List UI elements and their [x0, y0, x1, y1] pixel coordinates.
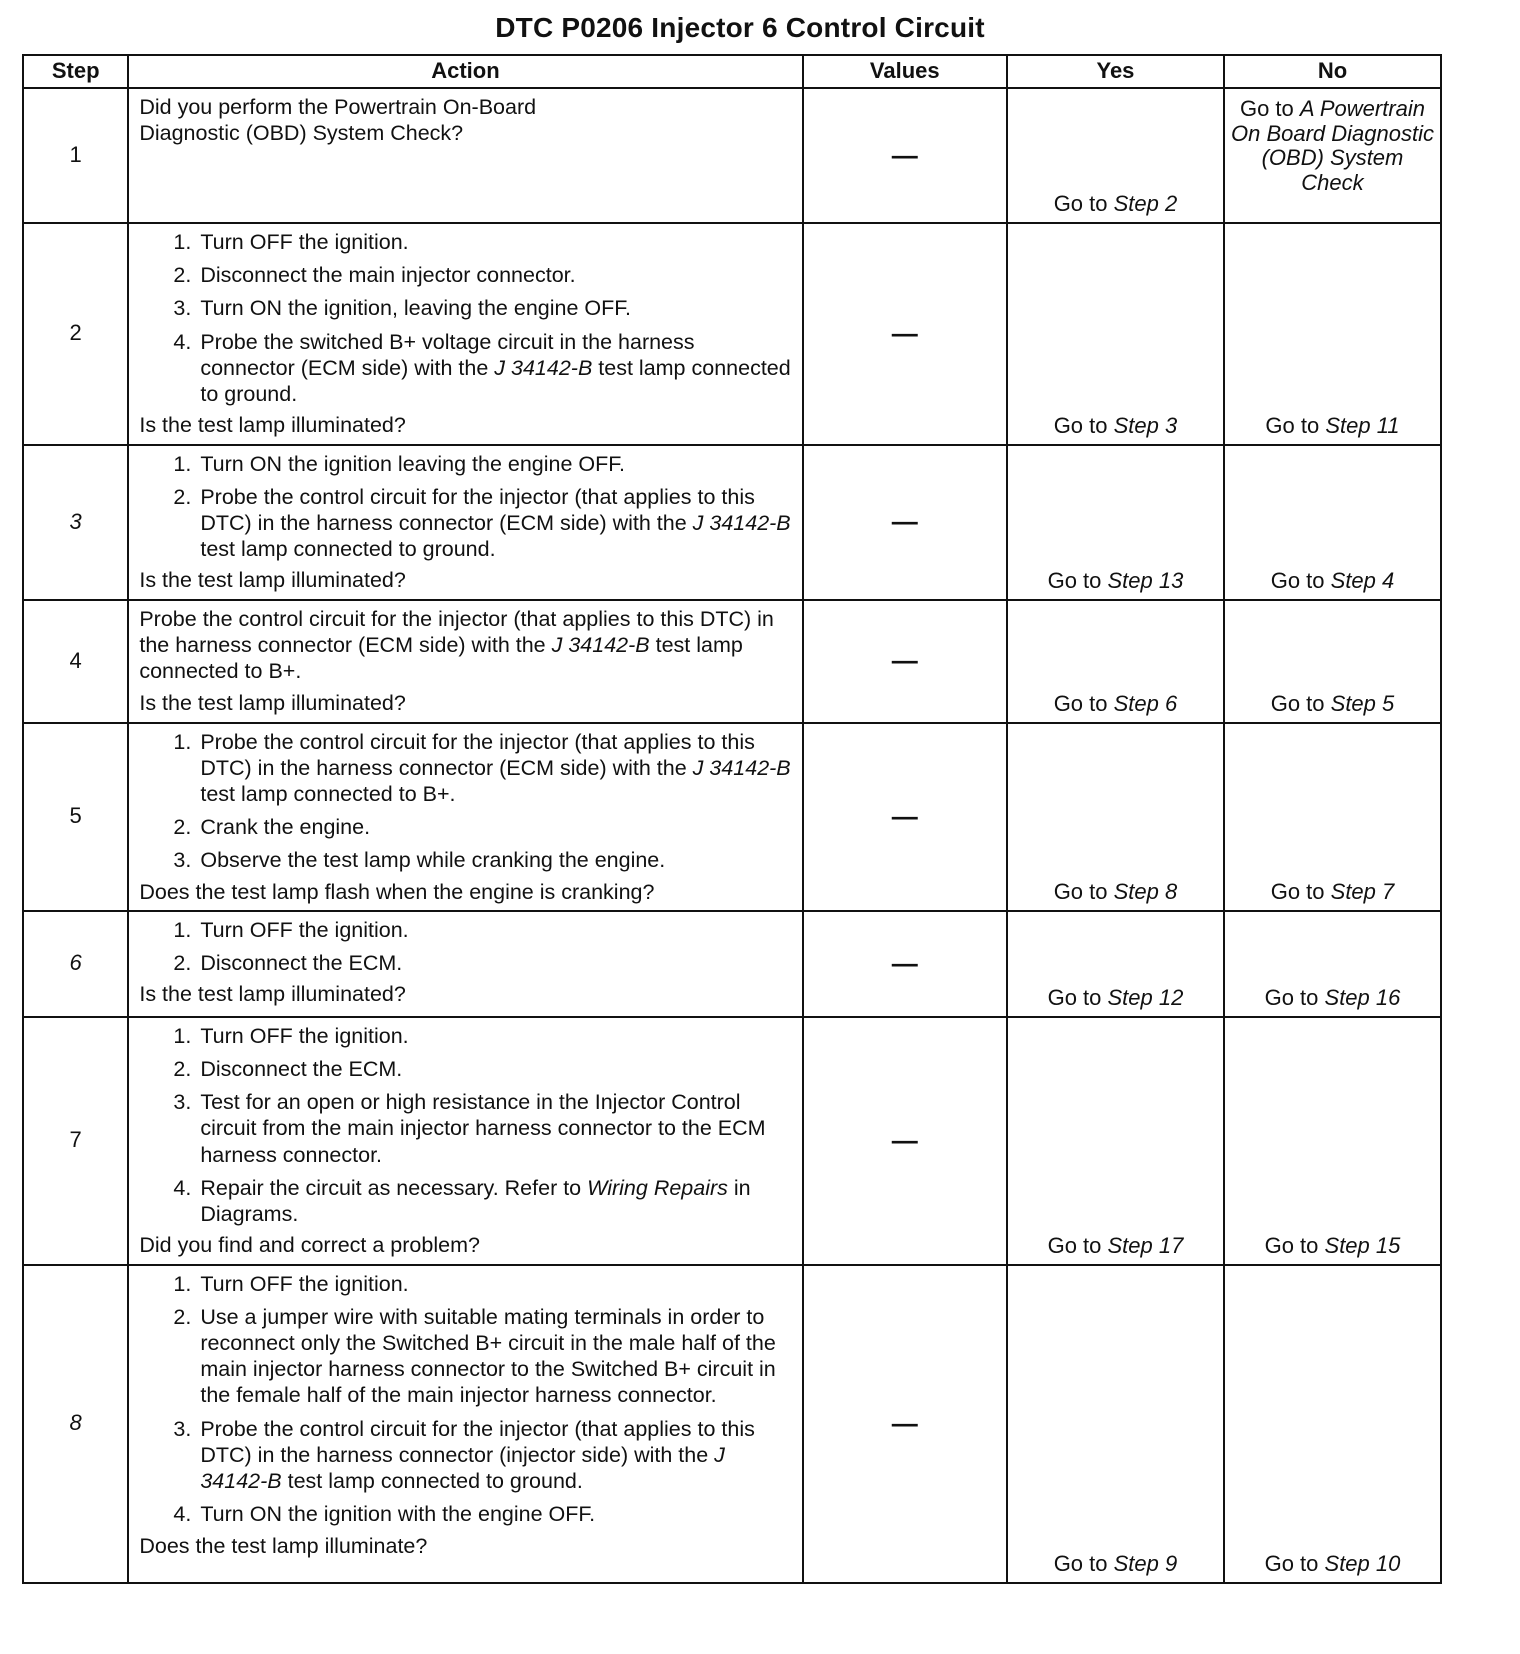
yes-cell [1007, 723, 1224, 911]
yes-link[interactable]: Step 13 [1107, 567, 1184, 593]
action-list [139, 917, 791, 976]
yes-prefix: Go to [1047, 567, 1108, 593]
yes-link[interactable]: Step 8 [1113, 878, 1178, 904]
item-number: 4. [173, 1502, 192, 1527]
list-item [139, 1175, 791, 1227]
item-text: Probe the control circuit for the injector (that applies to this DTC) in the harness connector (ECM side) with the J 34142-B test lamp connected to ground. [200, 484, 791, 562]
action-list [139, 229, 791, 407]
no-cell [1224, 88, 1441, 223]
list-item [139, 950, 791, 976]
no-link[interactable]: Step 15 [1324, 1232, 1401, 1258]
header-yes: Yes [1007, 55, 1224, 88]
item-number: 3. [173, 1090, 192, 1115]
item-text: Probe the control circuit for the injector (that applies to this DTC) in the harness connector (injector side) with the J 34142-B test lamp connected to ground. [200, 1416, 755, 1494]
diagnostic-table [22, 54, 1442, 1584]
item-number: 3. [173, 848, 192, 873]
no-prefix: Go to [1264, 984, 1325, 1010]
item-number: 1. [173, 1023, 192, 1048]
no-cell [1224, 1017, 1441, 1265]
table-row [23, 445, 1441, 600]
no-prefix: Go to [1264, 1232, 1325, 1258]
table-row [23, 600, 1441, 723]
list-item [139, 229, 791, 255]
item-number: 2. [173, 1057, 192, 1082]
no-prefix: Go to [1265, 412, 1326, 438]
table-row [23, 88, 1441, 223]
values-cell: — [803, 88, 1007, 223]
yes-link[interactable]: Step 9 [1113, 1550, 1178, 1576]
values-cell: — [803, 223, 1007, 445]
header-step: Step [23, 55, 128, 88]
no-link[interactable]: Step 11 [1325, 412, 1400, 438]
yes-cell [1007, 223, 1224, 445]
no-cell [1224, 600, 1441, 723]
action-cell [128, 600, 802, 723]
yes-link[interactable]: Step 12 [1107, 984, 1184, 1010]
table-row [23, 223, 1441, 445]
action-question: Did you find and correct a problem? [139, 1233, 480, 1258]
item-text: Disconnect the ECM. [200, 1057, 403, 1082]
list-item [139, 329, 791, 408]
item-text: Test for an open or high resistance in the Injector Control circuit from the main injector harness connector to the ECM harness connector. [200, 1090, 766, 1167]
item-number: 1. [173, 230, 192, 254]
page-title: DTC P0206 Injector 6 Control Circuit [495, 12, 985, 43]
table-row [23, 723, 1441, 911]
item-text: Turn OFF the ignition. [200, 1023, 409, 1048]
item-text: Probe the control circuit for the injector (that applies to this DTC) in the harness connector (ECM side) with the J 34142-B test lamp connected to B+. [200, 729, 791, 806]
item-number: 2. [173, 1304, 192, 1329]
item-text: Turn ON the ignition, leaving the engine OFF. [200, 296, 631, 321]
header-values: Values [803, 55, 1007, 88]
item-number: 1. [173, 729, 192, 754]
item-number: 2. [173, 951, 192, 976]
item-text: Probe the switched B+ voltage circuit in the harness connector (ECM side) with the J 34142-B test lamp connected to ground. [200, 329, 791, 407]
action-question: Does the test lamp flash when the engine is cranking? [139, 879, 655, 904]
no-link[interactable]: Step 7 [1330, 878, 1395, 904]
action-cell [128, 723, 802, 911]
yes-link[interactable]: Step 3 [1113, 412, 1178, 438]
no-link[interactable]: A Powertrain On Board Diagnostic (OBD) System Check [1230, 96, 1434, 195]
item-number: 1. [173, 1271, 192, 1296]
no-link[interactable]: Step 5 [1330, 690, 1395, 716]
item-number: 4. [173, 1175, 192, 1200]
list-item [139, 729, 791, 808]
step-number: 8 [23, 1265, 128, 1583]
header-no: No [1224, 55, 1441, 88]
values-cell: — [803, 911, 1007, 1017]
action-question: Is the test lamp illuminated? [139, 691, 406, 716]
item-number: 3. [173, 296, 192, 321]
list-item [139, 1023, 791, 1049]
action-list [139, 451, 791, 563]
no-cell [1224, 723, 1441, 911]
item-text: Crank the engine. [200, 815, 371, 840]
no-prefix: Go to [1239, 96, 1300, 121]
yes-cell [1007, 911, 1224, 1017]
action-text: Did you perform the Powertrain On-Board Diagnostic (OBD) System Check? [139, 95, 537, 146]
item-number: 2. [173, 263, 192, 288]
step-number: 1 [23, 88, 128, 223]
yes-prefix: Go to [1053, 1550, 1114, 1576]
item-text: Turn OFF the ignition. [200, 230, 409, 254]
no-prefix: Go to [1270, 878, 1331, 904]
list-item [139, 1501, 791, 1527]
no-prefix: Go to [1264, 1550, 1325, 1576]
action-list [139, 1271, 791, 1528]
table-row [23, 911, 1441, 1017]
values-cell: — [803, 1265, 1007, 1583]
list-item [139, 1056, 791, 1082]
yes-link[interactable]: Step 6 [1113, 690, 1178, 716]
yes-prefix: Go to [1053, 690, 1114, 716]
action-cell [128, 223, 802, 445]
list-item [139, 1304, 791, 1409]
no-link[interactable]: Step 16 [1324, 984, 1401, 1010]
yes-cell [1007, 1017, 1224, 1265]
list-item [139, 295, 791, 321]
yes-cell [1007, 600, 1224, 723]
no-prefix: Go to [1270, 567, 1331, 593]
action-question: Is the test lamp illuminated? [139, 568, 406, 593]
yes-link[interactable]: Step 17 [1107, 1232, 1184, 1258]
table-header-row [23, 55, 1441, 88]
wiring-repairs-link[interactable]: Wiring Repairs [587, 1175, 728, 1200]
values-cell: — [803, 445, 1007, 600]
yes-prefix: Go to [1053, 412, 1114, 438]
item-number: 3. [173, 1416, 192, 1441]
item-number: 2. [173, 815, 192, 840]
item-number: 4. [173, 329, 192, 354]
list-item [139, 451, 791, 477]
action-question: Is the test lamp illuminated? [139, 982, 406, 1007]
step-number: 2 [23, 223, 128, 445]
list-item [139, 1416, 791, 1495]
step-number: 4 [23, 600, 128, 723]
yes-prefix: Go to [1053, 878, 1114, 904]
table-row [23, 1265, 1441, 1583]
item-text: Turn OFF the ignition. [200, 1271, 409, 1296]
item-text: Disconnect the main injector connector. [200, 263, 576, 288]
yes-cell [1007, 1265, 1224, 1583]
yes-prefix: Go to [1047, 984, 1108, 1010]
item-text: Observe the test lamp while cranking the engine. [200, 848, 666, 873]
list-item [139, 814, 791, 840]
no-cell [1224, 1265, 1441, 1583]
yes-cell [1007, 445, 1224, 600]
no-cell [1224, 223, 1441, 445]
values-cell: — [803, 600, 1007, 723]
list-item [139, 1271, 791, 1297]
action-cell [128, 445, 802, 600]
action-cell [128, 1265, 802, 1583]
no-prefix: Go to [1270, 690, 1331, 716]
action-list [139, 729, 791, 874]
item-text: Turn ON the ignition leaving the engine OFF. [200, 451, 626, 476]
item-number: 1. [173, 451, 192, 476]
list-item [139, 917, 791, 943]
yes-cell [1007, 88, 1224, 223]
no-cell [1224, 911, 1441, 1017]
step-number: 3 [23, 445, 128, 600]
action-cell [128, 1017, 802, 1265]
step-number: 6 [23, 911, 128, 1017]
list-item [139, 262, 791, 288]
action-question: Is the test lamp illuminated? [139, 413, 406, 438]
list-item [139, 1089, 791, 1168]
action-question: Does the test lamp illuminate? [139, 1533, 428, 1558]
header-action: Action [128, 55, 802, 88]
list-item [139, 847, 791, 873]
yes-prefix: Go to [1047, 1232, 1108, 1258]
item-text: Repair the circuit as necessary. Refer to Wiring Repairs in Diagrams. [200, 1175, 751, 1227]
action-cell [128, 911, 802, 1017]
table-row [23, 1017, 1441, 1265]
values-cell: — [803, 723, 1007, 911]
list-item [139, 484, 791, 563]
step-number: 7 [23, 1017, 128, 1265]
action-text: Probe the control circuit for the injector (that applies to this DTC) in the harness connector (ECM side) with the J 34142-B test lamp connected to B+. [139, 606, 774, 684]
item-text: Disconnect the ECM. [200, 951, 403, 976]
item-number: 1. [173, 917, 192, 942]
item-number: 2. [173, 484, 192, 509]
item-text: Turn OFF the ignition. [200, 917, 409, 942]
action-list [139, 1023, 791, 1228]
no-link[interactable]: Step 10 [1324, 1550, 1401, 1576]
action-cell [128, 88, 802, 223]
item-text: Turn ON the ignition with the engine OFF. [200, 1502, 596, 1527]
yes-link[interactable]: Step 2 [1113, 191, 1178, 217]
item-text: Use a jumper wire with suitable mating terminals in order to reconnect only the Switched B+ circuit in the male half of the main injector harness connector to the Switched B+ circuit in the female half of the main injector harness connector. [200, 1304, 776, 1408]
values-cell: — [803, 1017, 1007, 1265]
step-number: 5 [23, 723, 128, 911]
no-link[interactable]: Step 4 [1330, 567, 1395, 593]
yes-prefix: Go to [1053, 191, 1114, 217]
no-cell [1224, 445, 1441, 600]
